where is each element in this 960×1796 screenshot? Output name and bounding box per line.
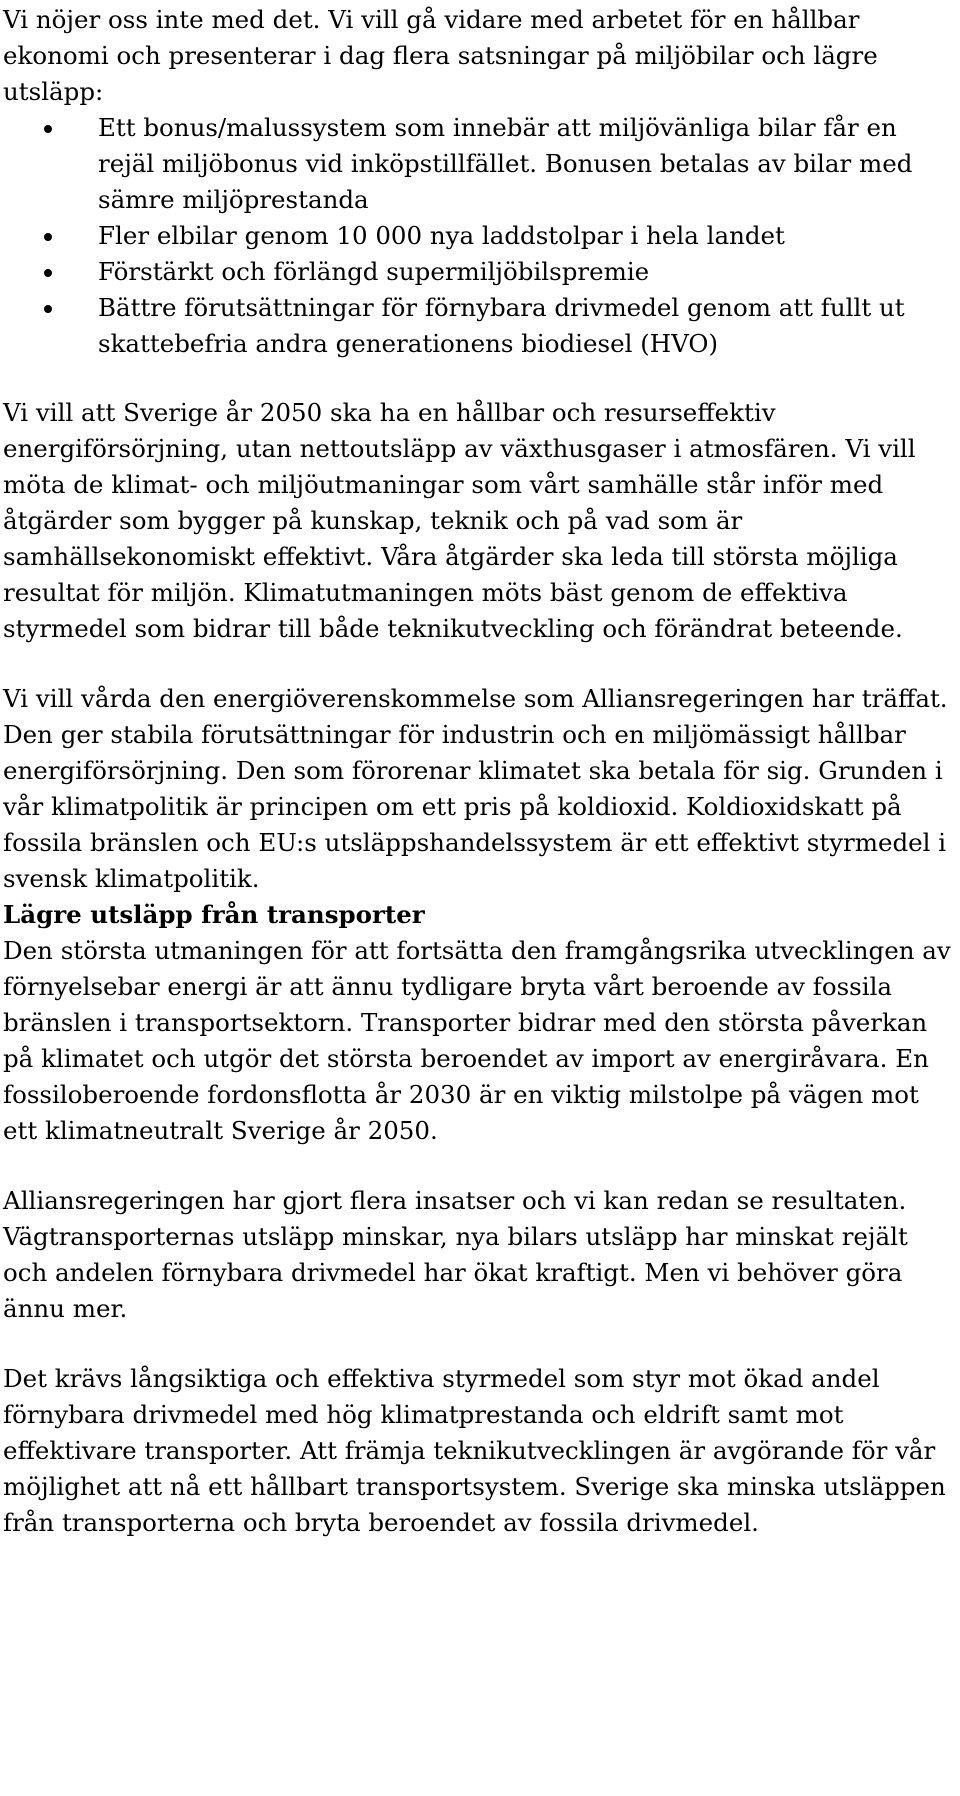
agreement-paragraph: Vi vill vårda den energiöverenskommelse som Alliansregeringen har träffat. Den ger stabila förutsättningar för industrin och en miljömässigt hållbar energiförsörjning. Den som förorenar klimatet ska betala för sig. Grunden i vår klimatpolitik är principen om ett pris på koldioxid. Koldioxidskatt på fossila bränslen och EU:s utsläppshandelssystem är ett effektivt styrmedel i svensk klimatpolitik. [3, 684, 948, 893]
list-item-text: Förstärkt och förlängd supermiljöbilspremie [98, 257, 650, 286]
bullet-icon [44, 125, 52, 133]
list-item [98, 110, 954, 218]
list-item [98, 218, 954, 254]
list-item-text: Bättre förutsättningar för förnybara drivmedel genom att fullt ut skattebefria andra generationens biodiesel (HVO) [98, 293, 905, 358]
document-body [0, 2, 960, 1541]
policy-paragraph: Det krävs långsiktiga och effektiva styrmedel som styr mot ökad andel förnybara drivmedel med hög klimatprestanda och eldrift samt mot effektivare transporter. Att främja teknikutvecklingen är avgörande för vår möjlighet att nå ett hållbart transportsystem. Sverige ska minska utsläppen från transporterna och bryta beroendet av fossila drivmedel. [3, 1364, 946, 1537]
intro-paragraph: Vi nöjer oss inte med det. Vi vill gå vidare med arbetet för en hållbar ekonomi och presenterar i dag flera satsningar på miljöbilar och lägre utsläpp: [3, 5, 878, 106]
list-item [98, 290, 954, 362]
energy-paragraph: Vi vill att Sverige år 2050 ska ha en hållbar och resurseffektiv energiförsörjning, utan nettoutsläpp av växthusgaser i atmosfären. Vi vill möta de klimat- och miljöutmaningar som vårt samhälle står inför med åtgärder som bygger på kunskap, teknik och på vad som är samhällsekonomiskt effektivt. Våra åtgärder ska leda till största möjliga resultat för miljön. Klimatutmaningen möts bäst genom de effektiva styrmedel som bidrar till både teknikutveckling och förändrat beteende. [3, 398, 916, 643]
bullet-icon [44, 233, 52, 241]
list-item-text: Ett bonus/malussystem som innebär att miljövänliga bilar får en rejäl miljöbonus vid inköpstillfället. Bonusen betalas av bilar med sämre miljöprestanda [98, 113, 913, 214]
results-paragraph: Alliansregeringen har gjort flera insatser och vi kan redan se resultaten. Vägtransporternas utsläpp minskar, nya bilars utsläpp har minskat rejält och andelen förnybara drivmedel har ökat kraftigt. Men vi behöver göra ännu mer. [3, 1186, 908, 1323]
bullet-icon [44, 305, 52, 313]
transport-paragraph: Den största utmaningen för att fortsätta den framgångsrika utvecklingen av förnyelsebar energi är att ännu tydligare bryta vårt beroende av fossila bränslen i transportsektorn. Transporter bidrar med den största påverkan på klimatet och utgör det största beroendet av import av energiråvara. En fossiloberoende fordonsflotta år 2030 är en viktig milstolpe på vägen mot ett klimatneutralt Sverige år 2050. [3, 936, 951, 1145]
measures-list [3, 110, 954, 362]
list-item [98, 254, 954, 290]
list-item-text: Fler elbilar genom 10 000 nya laddstolpar i hela landet [98, 221, 785, 250]
section-heading-transport: Lägre utsläpp från transporter [3, 900, 425, 929]
bullet-icon [44, 269, 52, 277]
